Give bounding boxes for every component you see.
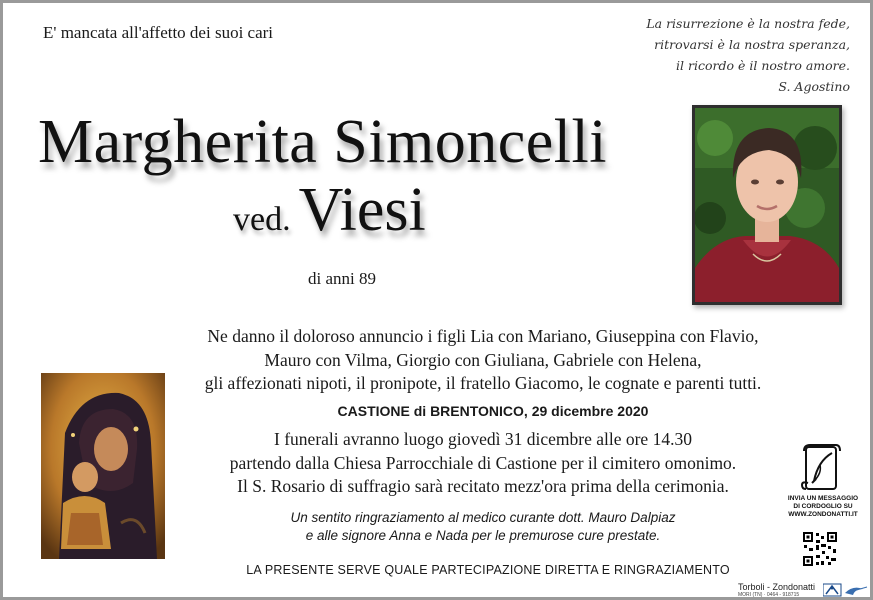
thanks-line: Un sentito ringraziamento al medico curante dott. Mauro Dalpiaz	[290, 510, 676, 525]
place-date: CASTIONE di BRENTONICO, 29 dicembre 2020	[337, 403, 649, 419]
condolence-line: DI CORDOGLIO SU	[793, 503, 853, 510]
madonna-icon-illustration	[41, 373, 165, 559]
married-surname: Viesi	[298, 176, 426, 244]
condolence-link[interactable]	[781, 495, 865, 519]
intro-text: E' mancata all'affetto dei suoi cari	[43, 23, 274, 42]
angel-logo-icon	[823, 584, 841, 596]
madonna-icon-image	[41, 373, 165, 559]
widow-prefix: ved.	[233, 201, 291, 238]
portrait-illustration	[695, 108, 839, 302]
brand-name: Torboli - Zondonatti	[738, 582, 816, 592]
married-name-line	[233, 175, 426, 246]
qr-code-graphic	[802, 531, 838, 567]
quote-line: La risurrezione è la nostra fede,	[646, 16, 850, 31]
qr-code-icon[interactable]	[802, 531, 838, 567]
deceased-name: Margherita Simoncelli	[38, 108, 607, 176]
quote-line: il ricordo è il nostro amore.	[676, 58, 850, 73]
scroll-quill-icon[interactable]	[800, 443, 844, 493]
funeral-line: I funerali avranno luogo giovedì 31 dicembre alle ore 14.30	[274, 429, 692, 449]
condolence-line: INVIA UN MESSAGGIO	[787, 495, 859, 502]
brand-logos	[823, 583, 869, 597]
deceased-age: di anni 89	[308, 269, 376, 288]
funeral-line: partendo dalla Chiesa Parrocchiale di Castione per il cimitero omonimo.	[229, 452, 737, 473]
funeral-home-brand	[738, 583, 815, 598]
bird-logo-icon	[845, 587, 867, 595]
portrait-photo	[692, 105, 842, 305]
participation-note: LA PRESENTE SERVE QUALE PARTECIPAZIONE DIRETTA E RINGRAZIAMENTO	[246, 563, 730, 577]
announcement-line: gli affezionati nipoti, il pronipote, il fratello Giacomo, le cognate e parenti tutti.	[204, 373, 762, 393]
thanks-text	[233, 509, 733, 545]
brand-contact: MORI (TN) · 0464 - 918715	[738, 592, 800, 598]
condolence-url[interactable]: WWW.ZONDONATTI.IT	[788, 511, 858, 518]
quote-line: ritrovarsi è la nostra speranza,	[654, 37, 850, 52]
announcement-line: Ne danno il doloroso annuncio i figli Lia con Mariano, Giuseppina con Flavio,	[207, 326, 759, 346]
announcement-text	[163, 325, 803, 396]
scroll-icon	[800, 443, 844, 493]
announcement-line: Mauro con Vilma, Giorgio con Giuliana, Gabriele con Helena,	[264, 349, 702, 370]
quote-author: S. Agostino	[778, 79, 850, 94]
religious-quote	[590, 13, 850, 97]
funeral-line: Il S. Rosario di suffragio sarà recitato mezz'ora prima della cerimonia.	[237, 476, 729, 496]
funeral-details	[183, 428, 783, 499]
thanks-line: e alle signore Anna e Nada per le premurose cure prestate.	[305, 528, 661, 543]
